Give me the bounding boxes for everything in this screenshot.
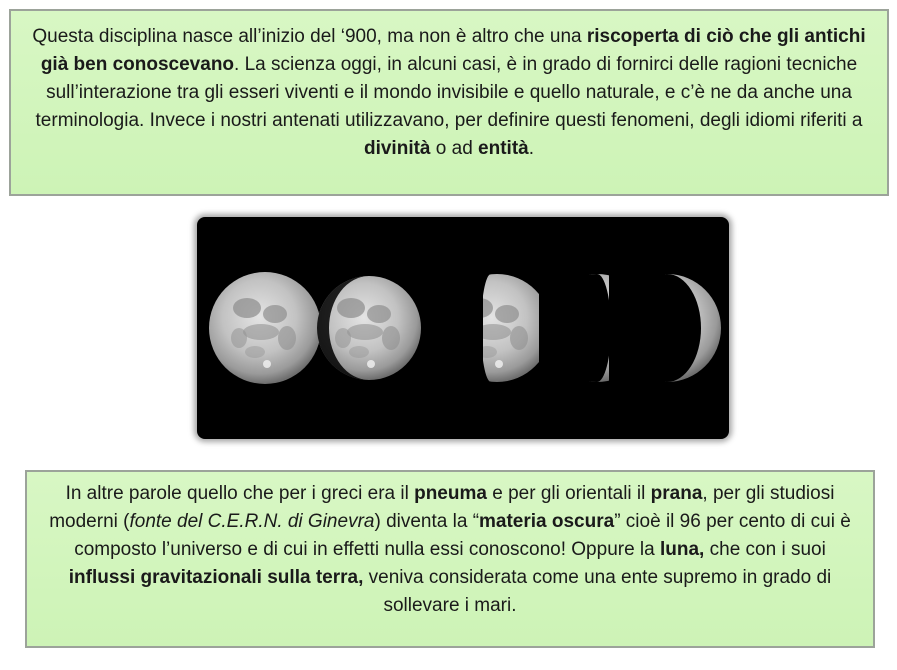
intro-text-box [9, 9, 889, 196]
highlight-materia-oscura: materia oscura [479, 511, 615, 532]
highlight-divinita: divinità [363, 138, 431, 159]
highlight-prana: prana [650, 483, 703, 504]
highlight-pneuma: pneuma [414, 483, 487, 504]
intro-text: Questa disciplina nasce all’inizio del ‘900, ma non è altro che una riscoperta di ciò che gli antichi già ben conoscevano. La scienza oggi, in alcuni casi, è in grado di fornirci delle ragioni tecniche sull’interazione tra gli esseri viventi e il mondo invisibile e quello naturale, e c’è ne da anche una terminologia. Invece i nostri antenati utilizzavano, per definire questi fenomeni, degli idiomi riferiti a divinità o ad entità. [32, 26, 866, 159]
moon-phases-svg [197, 217, 729, 439]
highlight-influssi: influssi gravitazionali sulla terra, [68, 567, 364, 588]
moon-third-quarter [437, 272, 551, 384]
highlight-entita: entità [478, 138, 529, 159]
highlight-luna: luna, [660, 539, 705, 560]
source-citation: fonte del C.E.R.N. di Ginevra [129, 511, 375, 532]
explanation-text: In altre parole quello che per i greci era il pneuma e per gli orientali il prana, per gli studiosi moderni (fonte del C.E.R.N. di Ginevra) diventa la “materia oscura” cioè il 96 per cento di cui è composto l’universo e di cui in effetti nulla essi conoscono! Oppure la luna, che con i suoi influssi gravitazionali sulla terra, veniva considerata come una ente supremo in grado di sollevare i mari. [49, 483, 851, 616]
moon-thin-crescent [609, 272, 721, 384]
moon-gibbous [317, 276, 421, 380]
moon-full [209, 272, 321, 384]
highlight-riscoperta: riscoperta di ciò che gli antichi già ben conoscevano [40, 26, 866, 75]
explanation-text-box [25, 470, 875, 648]
moon-phases-image [197, 217, 729, 439]
